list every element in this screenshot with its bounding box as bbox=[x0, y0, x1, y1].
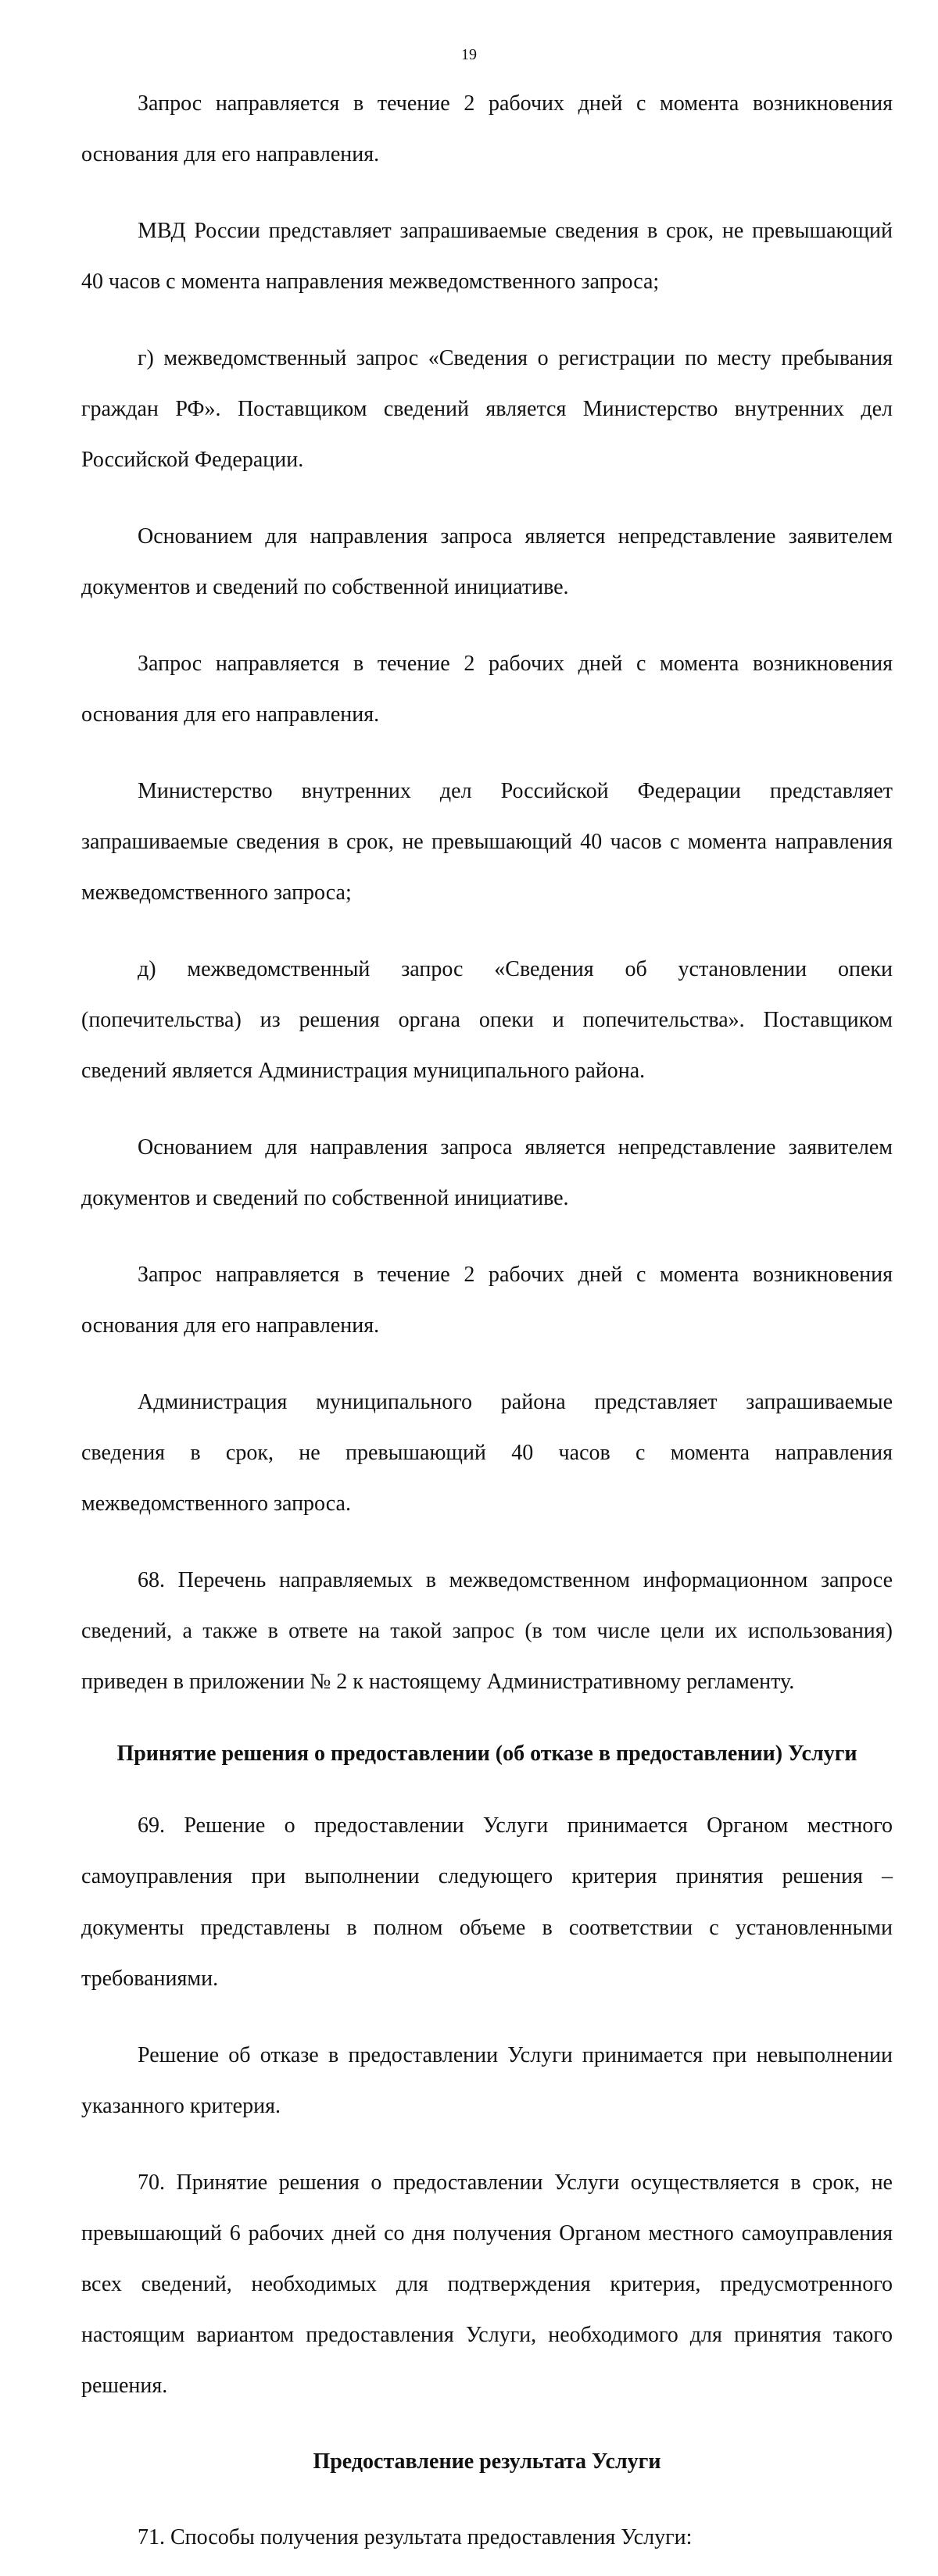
paragraph-line: МВД России представляет запрашиваемые сведения в срок, не превышающий bbox=[138, 218, 893, 243]
paragraph-line: г) межведомственный запрос «Сведения о регистрации по месту пребывания bbox=[138, 345, 893, 370]
paragraph-line: 69. Решение о предоставлении Услуги принимается Органом местного bbox=[138, 1813, 893, 1838]
paragraph-line: сведений является Администрация муниципального района. bbox=[81, 1059, 646, 1084]
paragraph-line: межведомственного запроса. bbox=[81, 1492, 351, 1517]
section-heading: Принятие решения о предоставлении (об отказе в предоставлении) Услуги bbox=[116, 1741, 857, 1766]
paragraph-line: указанного критерия. bbox=[81, 2093, 281, 2118]
paragraph bbox=[81, 1788, 893, 2017]
paragraph-line: (попечительства) из решения органа опеки и попечительства». Поставщиком bbox=[81, 1007, 893, 1032]
paragraph-line: приведен в приложении № 2 к настоящему Административному регламенту. bbox=[81, 1670, 795, 1695]
paragraph-line: 68. Перечень направляемых в межведомственном информационном запросе bbox=[138, 1568, 893, 1593]
paragraph bbox=[81, 66, 893, 193]
paragraph-line: Министерство внутренних дел Российской Федерации представляет bbox=[138, 778, 893, 803]
paragraph bbox=[81, 1542, 893, 1720]
paragraph-line: Решение об отказе в предоставлении Услуги принимается при невыполнении bbox=[138, 2042, 893, 2067]
paragraph-line: запрашиваемые сведения в срок, не превышающий 40 часов с момента направления bbox=[81, 829, 893, 854]
paragraph-line: сведений, а также в ответе на такой запрос (в том числе цели их использования) bbox=[81, 1619, 893, 1644]
paragraph-line: граждан РФ». Поставщиком сведений является Министерство внутренних дел bbox=[81, 396, 893, 421]
paragraph bbox=[81, 931, 893, 1109]
paragraph bbox=[81, 193, 893, 320]
paragraph-line: д) межведомственный запрос «Сведения об установлении опеки bbox=[138, 956, 893, 981]
paragraph bbox=[81, 1237, 893, 1364]
paragraph-line: основания для его направления. bbox=[81, 702, 380, 727]
paragraph-line: всех сведений, необходимых для подтверждения критерия, предусмотренного bbox=[81, 2271, 893, 2296]
paragraph-line: Запрос направляется в течение 2 рабочих дней с момента возникновения bbox=[138, 91, 893, 116]
paragraph-line: Запрос направляется в течение 2 рабочих дней с момента возникновения bbox=[138, 1262, 893, 1287]
paragraph bbox=[81, 753, 893, 931]
paragraph bbox=[81, 1109, 893, 1237]
paragraph bbox=[81, 498, 893, 626]
paragraph-line: основания для его направления. bbox=[81, 1313, 380, 1338]
paragraph-line: документов и сведений по собственной инициативе. bbox=[81, 1186, 569, 1211]
paragraph-line: 71. Способы получения результата предоставления Услуги: bbox=[138, 2525, 693, 2550]
paragraph-line: Основанием для направления запроса является непредставление заявителем bbox=[138, 523, 893, 548]
paragraph-line: решения. bbox=[81, 2374, 168, 2399]
paragraph-line: основания для его направления. bbox=[81, 141, 380, 166]
paragraph-line: документов и сведений по собственной инициативе. bbox=[81, 574, 569, 599]
paragraph-line: настоящим вариантом предоставления Услуги, необходимого для принятия такого bbox=[81, 2323, 893, 2348]
paragraph bbox=[81, 2017, 893, 2145]
paragraph bbox=[81, 2145, 893, 2425]
document-body bbox=[81, 66, 893, 2576]
paragraph-line: 40 часов с момента направления межведомственного запроса; bbox=[81, 269, 660, 294]
paragraph-line: межведомственного запроса; bbox=[81, 881, 352, 905]
paragraph bbox=[81, 626, 893, 753]
section-heading: Предоставление результата Услуги bbox=[313, 2449, 661, 2474]
paragraph-line: Запрос направляется в течение 2 рабочих дней с момента возникновения bbox=[138, 651, 893, 676]
paragraph-line: требованиями. bbox=[81, 1966, 219, 1991]
paragraph-line: 70. Принятие решения о предоставлении Услуги осуществляется в срок, не bbox=[138, 2170, 893, 2195]
paragraph bbox=[81, 1364, 893, 1542]
paragraph-line: Российской Федерации. bbox=[81, 447, 304, 472]
paragraph bbox=[81, 320, 893, 498]
paragraph-line: превышающий 6 рабочих дней со дня получения Органом местного самоуправления bbox=[81, 2221, 893, 2246]
paragraph-line: Основанием для направления запроса является непредставление заявителем bbox=[138, 1134, 893, 1159]
paragraph-line: самоуправления при выполнении следующего критерия принятия решения – bbox=[81, 1864, 893, 1889]
paragraph-line: Администрация муниципального района представляет запрашиваемые bbox=[138, 1389, 893, 1414]
paragraph-line: документы представлены в полном объеме в соответствии с установленными bbox=[81, 1915, 893, 1940]
paragraph-line: сведения в срок, не превышающий 40 часов с момента направления bbox=[81, 1441, 893, 1466]
paragraph bbox=[81, 2499, 893, 2576]
page-number: 19 bbox=[461, 46, 477, 63]
